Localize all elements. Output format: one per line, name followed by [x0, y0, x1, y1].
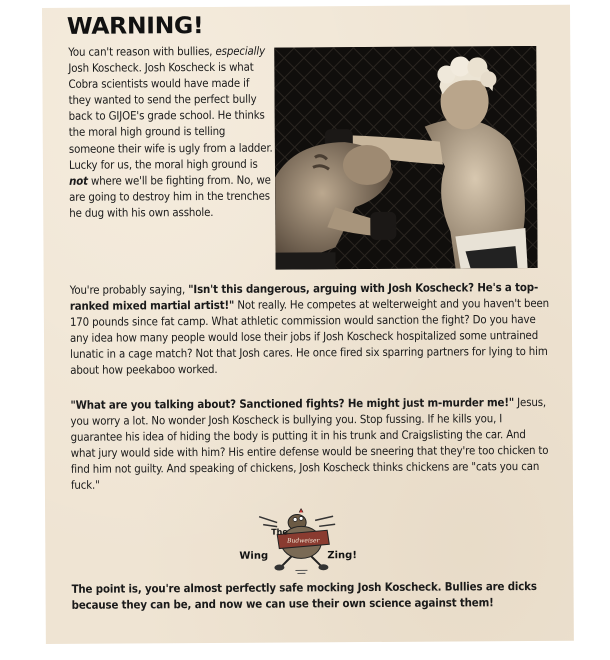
- p2-body: Not really. He competes at welterweight and you haven't been 170 pounds since fat camp. What athletic commission would sanction the fight? Do you have any idea how many people would lose their jobs if Josh Koscheck hospitalized some untrained lunatic in a cage match? Not that Josh cares. He once fired six sparring partners for lying to him about how peekaboo worked.: [69, 296, 549, 378]
- paragraph-dangerous: [70, 279, 551, 378]
- intro-body-2: where we'll be fighting from. No, we are going to destroy him in the trenches he dug with his own asshole.: [69, 172, 271, 220]
- intro-paragraph: [68, 43, 274, 221]
- logo-the: The: [271, 527, 288, 537]
- logo-zing: Zing!: [327, 550, 357, 562]
- p2-lead: You're probably saying,: [69, 282, 189, 297]
- page-title: WARNING!: [66, 13, 204, 40]
- logo-wing: Wing: [239, 550, 269, 562]
- fight-photo-illustration: [274, 46, 537, 270]
- intro-lead: You can't reason with bullies,: [68, 43, 213, 59]
- intro-not: not: [69, 173, 88, 188]
- p2-quote: "Isn't this dangerous, arguing with Josh Koscheck? He's a top-ranked mixed martial artist!": [69, 279, 539, 313]
- wing-zing-logo: [237, 508, 367, 577]
- fight-photo: [274, 46, 537, 270]
- paper-sheet: [42, 5, 574, 644]
- closing-paragraph: The point is, you're almost perfectly safe mocking Josh Koscheck. Bullies are dicks because they can be, and now we can use their own science against them!: [71, 578, 537, 612]
- logo-brand: Budweiser: [287, 537, 320, 545]
- paragraph-murder: [70, 394, 551, 493]
- chicken-mascot-icon: [237, 508, 367, 577]
- p3-quote: "What are you talking about? Sanctioned fights? He might just m-murder me!": [70, 395, 515, 412]
- intro-emphasis: especially: [215, 43, 266, 58]
- intro-body-1: Josh Koscheck. Josh Koscheck is what Cobra scientists would have made if they wanted to send the perfect bully back to GIJOE's grade school. He thinks the moral high ground is telling someone their wife is ugly from a ladder. Lucky for us, the moral high ground is: [68, 59, 273, 172]
- p3-body: Jesus, you worry a lot. No wonder Josh Koscheck is bullying you. Stop fussing. If he kills you, I guarantee his idea of hiding the body is putting it in his trunk and Craigslisting the car. And what jury would side with him? His entire defense would be sneering that they're too chicken to find him not guilty. And speaking of chickens, Josh Koscheck thinks chickens are "cats you can fuck.": [70, 394, 549, 493]
